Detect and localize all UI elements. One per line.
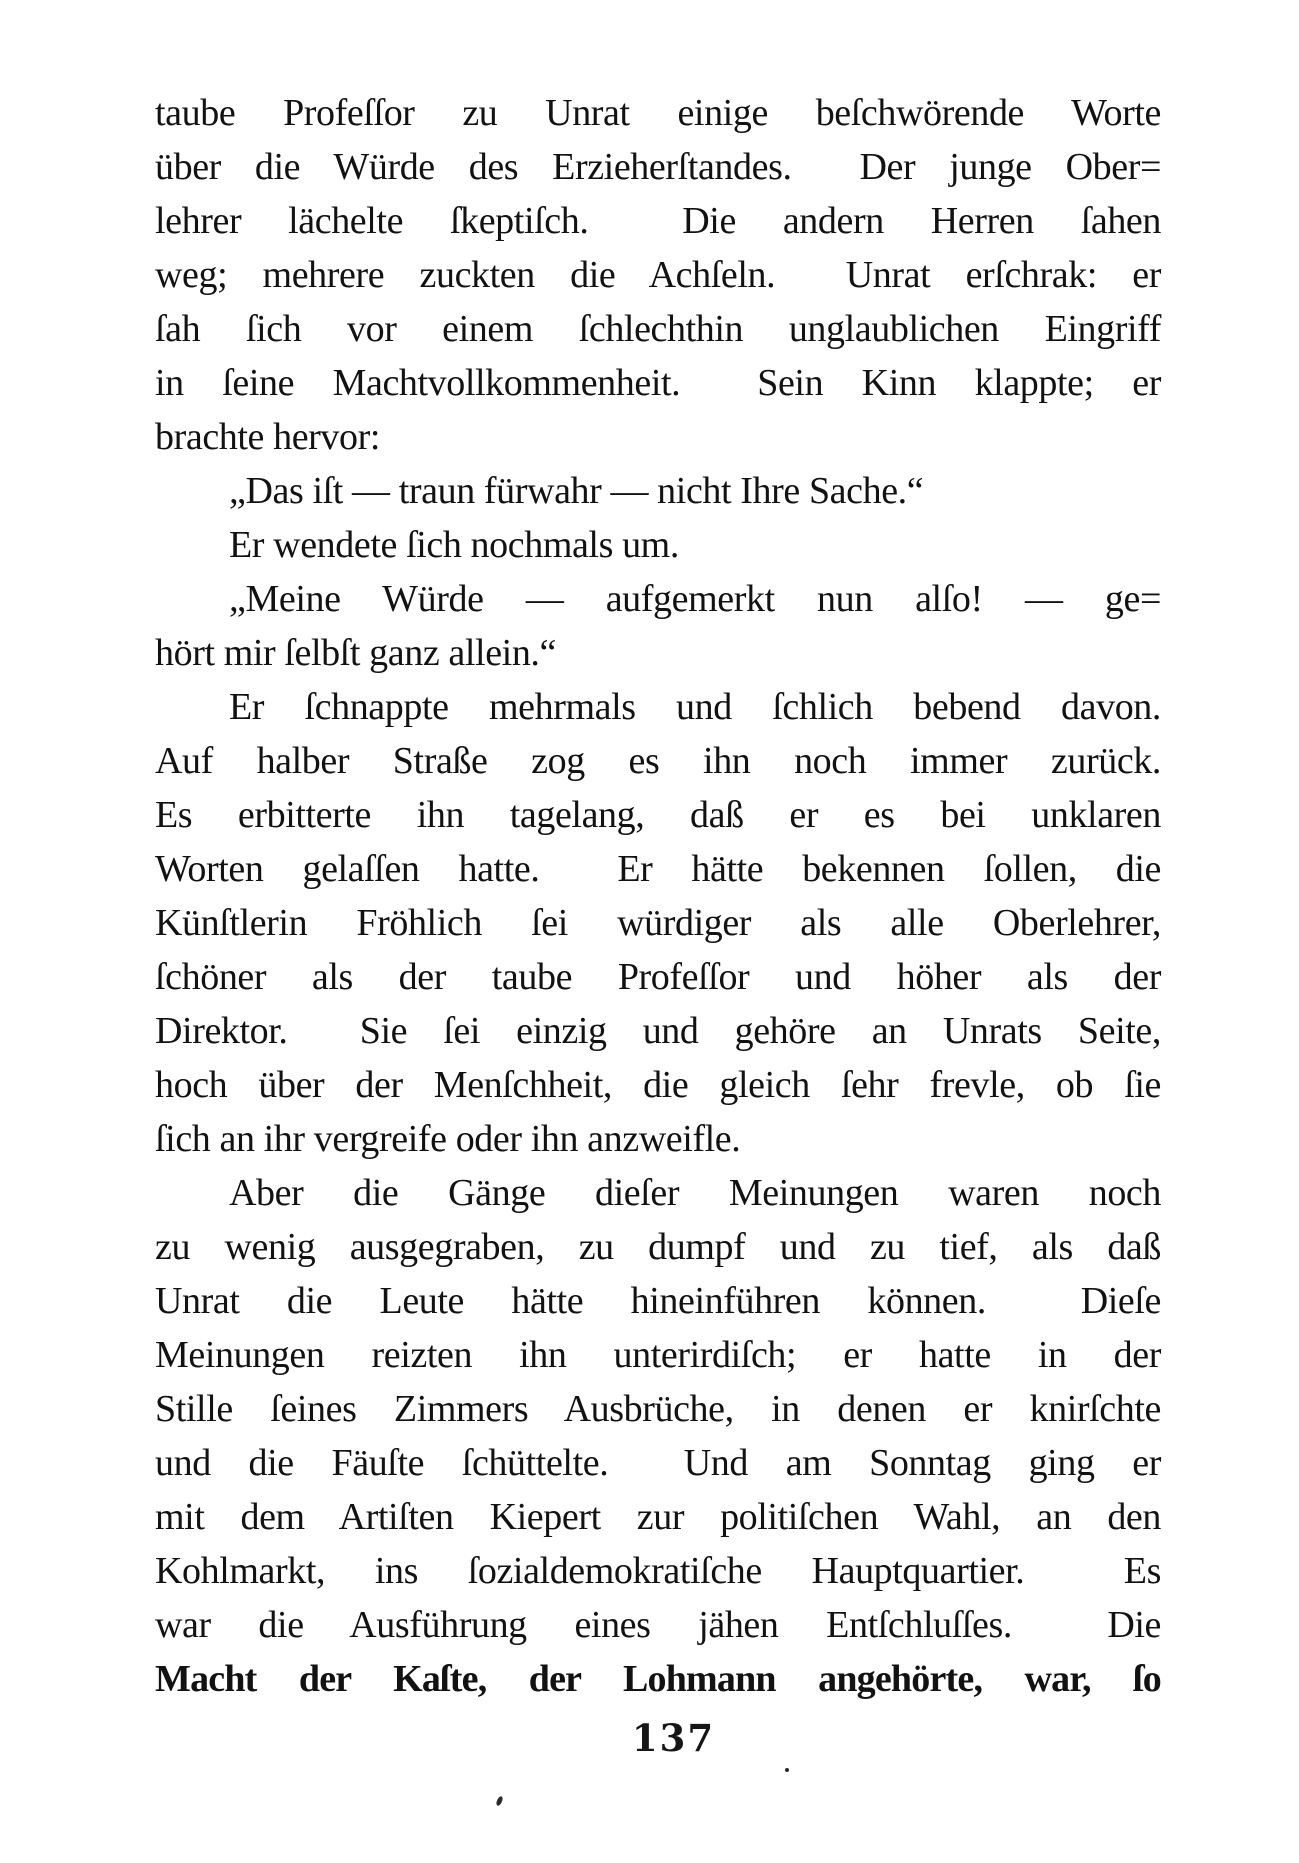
text-block — [155, 86, 1161, 1706]
text-line: hoch über der Menſchheit, die gleich ſehr frevle, ob ſie — [155, 1064, 1161, 1106]
text-line: weg; mehrere zuckten die Achſeln. Unrat erſchrak: er — [155, 254, 1161, 296]
text-line: „Meine Würde — aufgemerkt nun alſo! — ge= — [229, 578, 1161, 620]
text-line: ſich an ihr vergreife oder ihn anzweifle. — [155, 1118, 741, 1160]
text-line: taube Profeſſor zu Unrat einige beſchwörende Worte — [155, 92, 1161, 134]
text-line: Unrat die Leute hätte hineinführen können. Dieſe — [155, 1280, 1161, 1322]
text-line: lehrer lächelte ſkeptiſch. Die andern Herren ſahen — [155, 200, 1161, 242]
scan-speck — [785, 1768, 789, 1772]
text-line: Aber die Gänge dieſer Meinungen waren noch — [229, 1172, 1161, 1214]
text-line: in ſeine Machtvollkommenheit. Sein Kinn klappte; er — [155, 362, 1161, 404]
text-line: ſah ſich vor einem ſchlechthin unglaublichen Eingriff — [155, 308, 1161, 350]
text-line: Es erbitterte ihn tagelang, daß er es bei unklaren — [155, 794, 1161, 836]
text-line: Direktor. Sie ſei einzig und gehöre an Unrats Seite, — [155, 1010, 1161, 1052]
text-line: und die Fäuſte ſchüttelte. Und am Sonntag ging er — [155, 1442, 1161, 1484]
text-line: „Das iſt — traun fürwahr — nicht Ihre Sache.“ — [229, 470, 924, 512]
text-line: Meinungen reizten ihn unterirdiſch; er hatte in der — [155, 1334, 1161, 1376]
text-line: Worten gelaſſen hatte. Er hätte bekennen ſollen, die — [155, 848, 1161, 890]
scan-speck — [496, 1795, 504, 1806]
page-number: 137 — [631, 1716, 716, 1760]
text-line: Stille ſeines Zimmers Ausbrüche, in denen er knirſchte — [155, 1388, 1161, 1430]
text-line: Er wendete ſich nochmals um. — [229, 524, 679, 566]
text-line: Auf halber Straße zog es ihn noch immer zurück. — [155, 740, 1161, 782]
text-line: Er ſchnappte mehrmals und ſchlich bebend davon. — [229, 686, 1161, 728]
text-line: ſchöner als der taube Profeſſor und höher als der — [155, 956, 1161, 998]
text-line: mit dem Artiſten Kiepert zur politiſchen Wahl, an den — [155, 1496, 1161, 1538]
text-line: war die Ausführung eines jähen Entſchluſſes. Die — [155, 1604, 1161, 1646]
text-line: zu wenig ausgegraben, zu dumpf und zu tief, als daß — [155, 1226, 1161, 1268]
text-line: brachte hervor: — [155, 416, 381, 458]
text-line: Kohlmarkt, ins ſozialdemokratiſche Hauptquartier. Es — [155, 1550, 1161, 1592]
text-line: Künſtlerin Fröhlich ſei würdiger als alle Oberlehrer, — [155, 902, 1161, 944]
text-line: über die Würde des Erzieherſtandes. Der junge Ober= — [155, 146, 1161, 188]
text-line: hört mir ſelbſt ganz allein.“ — [155, 632, 556, 674]
text-line: Macht der Kaſte, der Lohmann angehörte, war, ſo — [155, 1658, 1161, 1700]
